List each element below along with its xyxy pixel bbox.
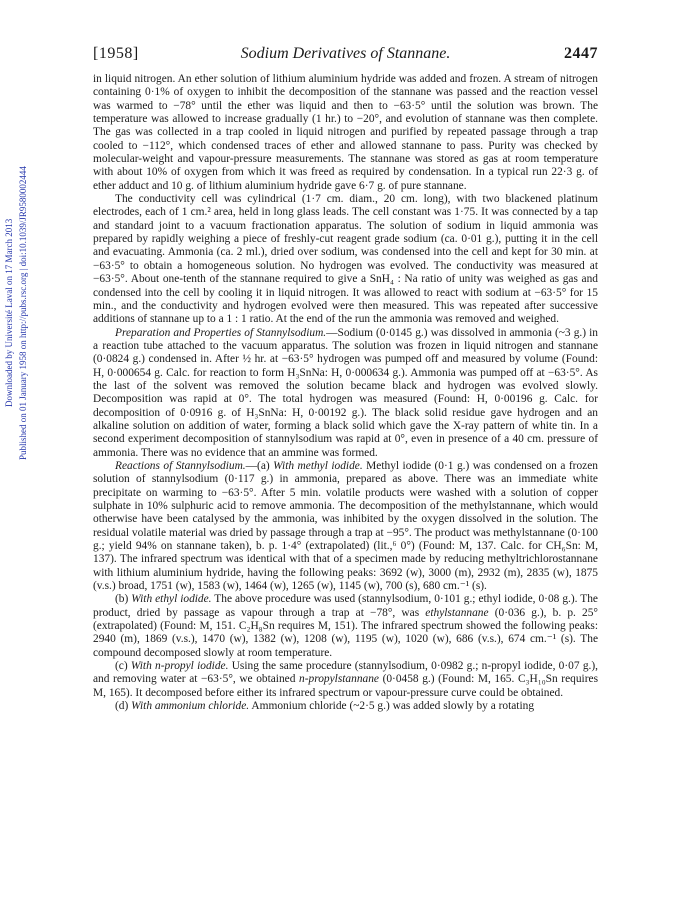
journal-year: [1958] — [93, 45, 139, 62]
running-title: Sodium Derivatives of Stannane. — [240, 45, 451, 62]
subheading-ethyl-iodide: With ethyl iodide. — [131, 593, 212, 606]
subheading-methyl-iodide: With methyl iodide. — [273, 459, 363, 472]
paragraph-stannylsodium-preparation — [93, 327, 598, 460]
compound-ethylstannane: ethylstannane — [425, 606, 489, 619]
paragraph-ethyl-iodide — [93, 593, 598, 660]
download-notice[interactable]: Downloaded by Université Laval on 17 March 2013 — [4, 218, 14, 408]
paragraph-text: Ammonium chloride (~2·5 g.) was added slowly by a rotating — [249, 700, 535, 713]
page-header — [93, 44, 598, 64]
paragraph-conductivity-cell: The conductivity cell was cylindrical (1·7 cm. diam., 20 cm. long), with two blackened platinum electrodes, each of 1 cm.² area, held in long glass leads. The cell constant was 1·75. It was connected by a tap and standard joint to a vacuum fractionation apparatus. The solution of sodium in liquid ammonia was prepared by rapidly weighing a piece of freshly-cut reagent grade sodium (ca. 0·01 g.), putting it in the cell and evacuating. Ammonia (ca. 2 ml.), dried over sodium, was condensed into the cell and kept for 30 min. at −63·5° to obtain a homogeneous solution. No hydrogen was evolved. The conductivity was measured at −63·5°. About one-tenth of the stannane required to give a SnH₄ : Na ratio of unity was weighed as gas and condensed into the cell by cooling it in liquid nitrogen. It was allowed to react with sodium at −63·5° for 15 min., and the conductivity and hydrogen evolved were then measured. This was repeated after successive additions of stannane up to a 1 : 1 ratio. At the end of the run the ammonia was removed and weighed. — [93, 193, 598, 326]
paragraph-propyl-iodide — [93, 660, 598, 700]
paragraph-text: Methyl iodide (0·1 g.) was condensed on a frozen solution of stannylsodium (0·117 g.) in ammonia, prepared as above. There was an immediate white precipitate on warming to −63·5°. After 5 min. volatile products were washed with a solution of copper sulphate in 10% sulphuric acid to remove ammonia. The decomposition of the methylstannane, which would otherwise have been catalysed by the ammonia, was inhibited by the oxygen dissolved in the solution. The residual volatile material was dried by passage through a trap at −95°. The product was methylstannane (0·100 g.; yield 94% on stannane taken), b. p. 1·4° (extrapolated) (lit.,⁶ 0°) (Found: M, 137. Calc. for CH₆Sn: M, 137). The infrared spectrum was identical with that of a specimen made by reducing methyltrichlorostannane with lithium aluminium hydride, having the following peaks: 3692 (w), 3000 (m), 2932 (m), 2835 (w), 1875 (v.s.) broad, 1751 (w), 1583 (w), 1464 (w), 1265 (w), 1145 (w), 700 (s), 680 cm.⁻¹ (s). — [93, 459, 598, 593]
paragraph-text: (b) — [115, 593, 132, 606]
section-heading-reactions: Reactions of Stannylsodium. — [115, 459, 246, 472]
page-number: 2447 — [564, 45, 598, 62]
compound-propylstannane: n-propylstannane — [299, 673, 379, 686]
subheading-ammonium-chloride: With ammonium chloride. — [131, 700, 250, 713]
paragraph-text: The above procedure was used (stannylsodium, 0·101 g.; ethyl iodide, 0·08 g.). The product, dried by passage as vapour through a trap at −78°, was — [93, 593, 598, 619]
paragraph-stannane-preparation: in liquid nitrogen. An ether solution of lithium aluminium hydride was added and frozen. A stream of nitrogen containing 0·1% of oxygen to inhibit the decomposition of the stannane was passed and the reaction vessel was warmed to −78° until the ether was liquid and then to −63·5° until the solution was brown. The temperature was allowed to increase gradually (1 hr.) to −20°, and evolution of stannane was then complete. The gas was collected in a trap cooled in liquid nitrogen and purified by repeated passage through a trap cooled to −112°, which condensed traces of ether and allowed stannane to pass. Purity was checked by molecular-weight and vapour-pressure measurements. The stannane was stored as gas at room temperature with about 10% of oxygen from which it was freed as required by condensation. In a typical run 22·3 g. of ether adduct and 10 g. of lithium aluminium hydride gave 6·7 g. of pure stannane. — [93, 73, 598, 192]
paragraph-ammonium-chloride — [93, 700, 598, 713]
paragraph-text: (c) — [115, 660, 131, 673]
paragraph-methyl-iodide — [93, 460, 598, 593]
paragraph-text: —Sodium (0·0145 g.) was dissolved in ammonia (~3 g.) in a reaction tube attached to the vacuum apparatus. The solution was frozen in liquid nitrogen and stannane (0·0824 g.) condensed in. After ½ hr. at −63·5° hydrogen was pumped off and measured by volume (Found: H, 0·000654 g. Calc. for reaction to form H₃SnNa: H, 0·000634 g.). Ammonia was pumped off at −63·5°. As the last of the solvent was removed the solution became black and hydrogen was evolved slowly. Decomposition was rapid at 0°. The total hydrogen was measured (Found: H, 0·00196 g. Calc. for decomposition of 0·0916 g. of H₃SnNa: H, 0·00192 g.). The black solid residue gave hydrogen and an alkaline solution on addition of water, forming a black solid which gave the X-ray pattern of white tin. In a second experiment decomposition of stannylsodium was rapid at 0°, even in presence of a 40 cm. pressure of ammonia. There was no evidence that an ammine was formed. — [93, 326, 598, 459]
paragraph-text: Using the same procedure (stannylsodium, 0·0982 g.; n-propyl iodide, 0·07 g.), and removing water at −63·5°, we obtained — [93, 660, 598, 686]
section-heading-preparation: Preparation and Properties of Stannylsodium. — [115, 326, 327, 339]
subheading-propyl-iodide: With n-propyl iodide. — [130, 660, 229, 673]
paragraph-text: (0·036 g.), b. p. 25° (extrapolated) (Found: M, 151. C₂H₈Sn requires M, 151). The infrared spectrum showed the following peaks: 2940 (m), 1869 (v.s.), 1470 (w), 1382 (w), 1208 (w), 1195 (w), 1020 (w), 686 (v.s.), 674 cm.⁻¹ (s). The compound decomposed slowly at room temperature. — [93, 606, 598, 659]
paragraph-text: (0·0458 g.) (Found: M, 165. C₃H₁₀Sn requires M, 165). It decomposed before either its infrared spectrum or vapour-pressure curve could be obtained. — [93, 673, 598, 699]
article-body — [93, 73, 598, 714]
publication-notice[interactable]: Published on 01 January 1958 on http://pubs.rsc.org | doi:10.1039/JR9580002444 — [18, 166, 28, 460]
paragraph-text: —(a) — [245, 459, 274, 472]
paragraph-text: (d) — [115, 700, 132, 713]
